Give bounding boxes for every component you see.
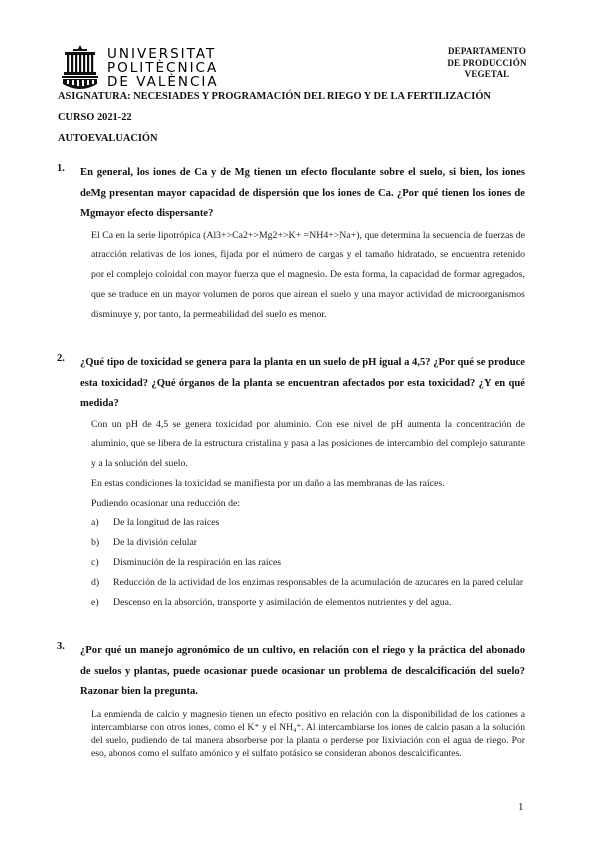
department-name — [432, 46, 542, 81]
question-3 — [57, 641, 525, 760]
answer-text: El Ca en la serie lipotrópica (Al3+>Ca2+>Mg2+>K+ =NH4+>Na+), que determina la secuencia de fuerzas de atracción relativas de los iones, fijada por el número de cargas y el tamaño hidratado, se encuentra retenido por el complejo coloidal con mayor fuerza que el magnesio. De esta forma, la capacidad de formar agregados, que se traduce en un mayor volumen de poros que airean el suelo y una mayor actividad de microorganismos disminuye y, por tanto, la permeabilidad del suelo es menor. — [91, 229, 525, 320]
page-number: 1 — [518, 801, 524, 813]
university-logo — [58, 44, 308, 94]
question-number: 2. — [57, 353, 65, 364]
answer-text: La enmienda de calcio y magnesio tienen un efecto positivo en relación con la disponibilidad de los cationes a intercambiarse con otros iones, como el K⁺ y el NH₄⁺. Al intercambiarse los iones de calcio pasan a la solución del suelo, pudiendo de tal manera absorberse por la planta o perderse por lixiviación con el agua de riego. Por eso, abonos como el sulfato amónico y el sulfato potásico se consideran abonos descalcificantes. — [91, 708, 525, 760]
question-number: 3. — [57, 641, 65, 652]
question-title: ¿Por qué un manejo agronómico de un cultivo, en relación con el riego y la práctica del abonado de suelos y plantas, puede ocasionar puede ocasionar un problema de descalcificación del suelo? Razonar bien la pregunta. — [80, 645, 525, 697]
university-name-line: DE VALÈNCIA — [107, 74, 219, 91]
effects-list — [91, 513, 525, 613]
question-title: En general, los iones de Ca y de Mg tienen un efecto floculante sobre el suelo, si bien, los iones deMg presentan mayor capacidad de dispersión que los iones de Ca. ¿Por qué tienen los iones de Mgmayor efecto dispersante? — [80, 167, 525, 219]
question-title: ¿Qué tipo de toxicidad se genera para la planta en un suelo de pH igual a 4,5? ¿Por qué se produce esta toxicidad? ¿Qué órganos de la planta se encuentran afectados por esta toxicidad? ¿Y en qué medida? — [80, 357, 525, 409]
answer-paragraph: Pudiendo ocasionar una reducción de: — [91, 497, 241, 509]
question-number: 1. — [57, 163, 65, 174]
university-name-line: UNIVERSITAT — [107, 46, 217, 62]
department-line: DEPARTAMENTO — [447, 46, 527, 56]
department-line: DE PRODUCCIÓN — [447, 57, 527, 68]
university-name-line: POLITÈCNICA — [107, 60, 219, 77]
question-2 — [57, 353, 525, 613]
page-title: AUTOEVALUACIÓN — [58, 133, 158, 144]
answer-paragraph: En estas condiciones la toxicidad se manifiesta por un daño a las membranas de las raíces. — [91, 477, 445, 489]
answer-block — [91, 415, 525, 614]
list-item: d) Reducción de la actividad de los enzimas responsables de la acumulación de azucares en la pared celular — [91, 577, 524, 589]
course-heading: CURSO 2021-22 — [58, 112, 132, 123]
question-1 — [57, 163, 525, 324]
list-item: a) De la longitud de las raíces — [91, 517, 220, 529]
subject-heading: ASIGNATURA: NECESIADES Y PROGRAMACIÓN DEL RIEGO Y DE LA FERTILIZACIÓN — [58, 91, 491, 102]
answer-paragraph: Con un pH de 4,5 se genera toxicidad por aluminio. Con ese nivel de pH aumenta la concentración de aluminio, que se libera de la estructura cristalina y pasa a las posiciones de intercambio del complejo saturante y a la solución del suelo. — [91, 418, 525, 470]
department-line: VEGETAL — [464, 69, 510, 79]
list-item: b) De la división celular — [91, 537, 198, 549]
university-seal-icon — [58, 44, 102, 94]
university-name — [107, 47, 219, 90]
list-item: c) Disminución de la respiración en las raíces — [91, 557, 282, 569]
list-item: e) Descenso en la absorción, transporte y asimilación de elementos nutrientes y del agua. — [91, 597, 452, 609]
